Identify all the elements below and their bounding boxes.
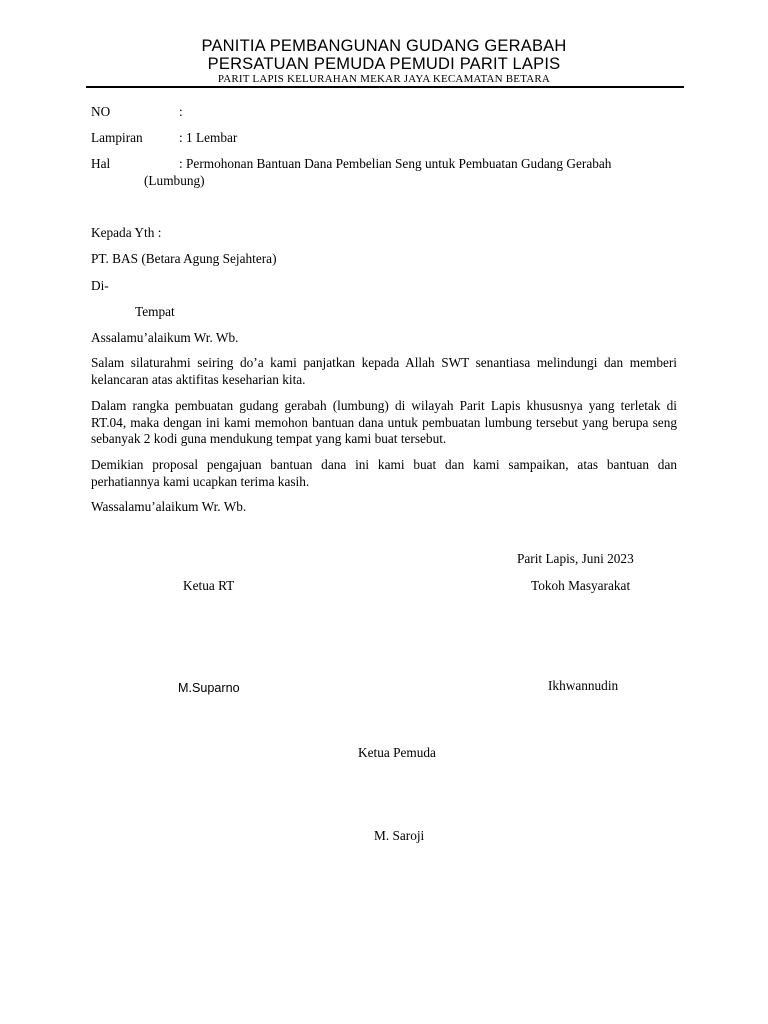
letterhead-organization: PERSATUAN PEMUDA PEMUDI PARIT LAPIS [207, 55, 561, 73]
recipient-greeting: Kepada Yth : [91, 225, 162, 240]
letterhead-address: PARIT LAPIS KELURAHAN MEKAR JAYA KECAMATAN BETARA [217, 73, 551, 85]
recipient-place: Tempat [135, 304, 175, 319]
letterhead-divider [86, 86, 684, 88]
signatory-center-name: M. Saroji [374, 828, 425, 843]
body-paragraph-3: Demikian proposal pengajuan bantuan dana ini kami buat dan kami sampaikan, atas bantuan dan perhatiannya kami ucapkan terima kasih. [91, 457, 677, 489]
lampiran-label: Lampiran [91, 130, 143, 145]
lampiran-value: : 1 Lembar [179, 130, 238, 145]
opening-salutation: Assalamu’alaikum Wr. Wb. [91, 330, 239, 345]
signatory-left-role: Ketua RT [183, 578, 235, 593]
closing-salutation: Wassalamu’alaikum Wr. Wb. [91, 499, 247, 514]
no-value: : [179, 104, 183, 119]
body-paragraph-2: Dalam rangka pembuatan gudang gerabah (lumbung) di wilayah Parit Lapis khususnya yang terletak di RT.04, maka dengan ini kami memohon bantuan dana untuk pembuatan lumbung tersebut yang berupa seng sebanyak 2 kodi guna mendukung tempat yang kami buat tersebut. [91, 398, 677, 446]
hal-label: Hal [91, 156, 111, 171]
signatory-right-name: Ikhwannudin [548, 678, 619, 693]
place-date: Parit Lapis, Juni 2023 [517, 551, 634, 566]
recipient-name: PT. BAS (Betara Agung Sejahtera) [91, 251, 277, 266]
signatory-left-name: M.Suparno [178, 681, 240, 695]
hal-value-continued: (Lumbung) [144, 173, 205, 188]
signatory-center-role: Ketua Pemuda [358, 745, 436, 760]
recipient-di: Di- [91, 278, 109, 293]
signatory-right-role: Tokoh Masyarakat [531, 578, 631, 593]
letterhead-title: PANITIA PEMBANGUNAN GUDANG GERABAH [201, 37, 567, 55]
body-paragraph-1: Salam silaturahmi seiring do’a kami panjatkan kepada Allah SWT senantiasa melindungi dan memberi kelancaran atas aktifitas keseharian kita. [91, 355, 677, 387]
hal-value: : Permohonan Bantuan Dana Pembelian Seng untuk Pembuatan Gudang Gerabah [179, 156, 612, 171]
no-label: NO [91, 104, 111, 119]
